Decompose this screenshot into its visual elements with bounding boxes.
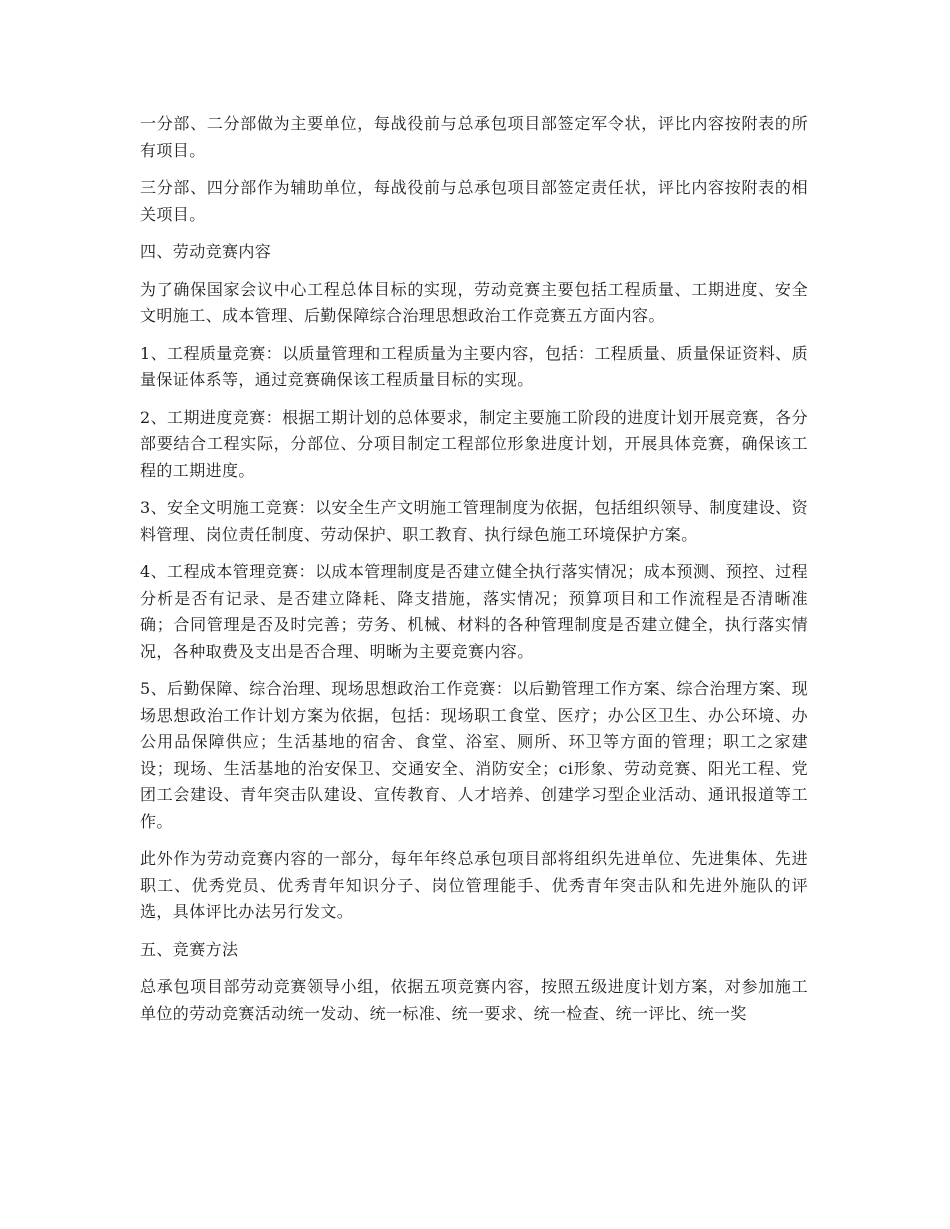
paragraph-cost-competition: 4、工程成本管理竞赛：以成本管理制度是否建立健全执行落实情况；成本预测、预控、过程分析是否有记录、是否建立降耗、降支措施，落实情况；预算项目和工作流程是否清晰准确；合同管理是否及时完善；劳务、机械、材料的各种管理制度是否建立健全，执行落实情况，各种取费及支出是否合理、明晰为主要竞赛内容。 (140, 562, 808, 661)
paragraph-competition-overview: 为了确保国家会议中心工程总体目标的实现，劳动竞赛主要包括工程质量、工期进度、安全文明施工、成本管理、后勤保障综合治理思想政治工作竞赛五方面内容。 (140, 279, 808, 325)
paragraph-main-units: 一分部、二分部做为主要单位，每战役前与总承包项目部签定军令状，评比内容按附表的所有项目。 (140, 114, 808, 160)
paragraph-safety-competition: 3、安全文明施工竞赛：以安全生产文明施工管理制度为依据，包括组织领导、制度建设、资料管理、岗位责任制度、劳动保护、职工教育、执行绿色施工环境保护方案。 (140, 498, 808, 544)
paragraph-schedule-competition: 2、工期进度竞赛：根据工期计划的总体要求，制定主要施工阶段的进度计划开展竞赛，各分部要结合工程实际，分部位、分项目制定工程部位形象进度计划，开展具体竞赛，确保该工程的工期进度。 (140, 407, 808, 480)
section-heading-competition-content: 四、劳动竞赛内容 (140, 242, 272, 261)
paragraph-quality-competition: 1、工程质量竞赛：以质量管理和工程质量为主要内容，包括：工程质量、质量保证资料、质量保证体系等，通过竞赛确保该工程质量目标的实现。 (140, 343, 808, 389)
paragraph-auxiliary-units: 三分部、四分部作为辅助单位，每战役前与总承包项目部签定责任状，评比内容按附表的相关项目。 (140, 178, 808, 224)
document-body (140, 111, 808, 1038)
paragraph-logistics-competition: 5、后勤保障、综合治理、现场思想政治工作竞赛：以后勤管理工作方案、综合治理方案、现场思想政治工作计划方案为依据，包括：现场职工食堂、医疗；办公区卫生、办公环境、办公用品保障供应；生活基地的宿舍、食堂、浴室、厕所、环卫等方面的管理；职工之家建设；现场、生活基地的治安保卫、交通安全、消防安全；ci形象、劳动竞赛、阳光工程、党团工会建设、青年突击队建设、宣传教育、人才培养、创建学习型企业活动、通讯报道等工作。 (140, 679, 808, 831)
section-heading-competition-method: 五、竞赛方法 (140, 939, 239, 959)
paragraph-awards-selection: 此外作为劳动竞赛内容的一部分，每年年终总承包项目部将组织先进单位、先进集体、先进职工、优秀党员、优秀青年知识分子、岗位管理能手、优秀青年突击队和先进外施队的评选，具体评比办法另行发文。 (140, 849, 808, 921)
paragraph-competition-method: 总承包项目部劳动竞赛领导小组，依据五项竞赛内容，按照五级进度计划方案，对参加施工单位的劳动竞赛活动统一发动、统一标准、统一要求、统一检查、统一评比、统一奖 (140, 977, 808, 1023)
